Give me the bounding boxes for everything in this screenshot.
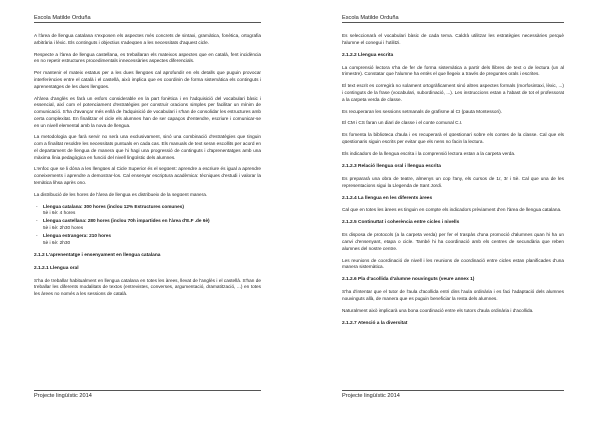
dash-bullet: - [36,233,38,239]
paragraph: El CM i CS faran un diari de classe i el conte comunal C.I. [342,120,463,126]
footer-rule [342,390,564,391]
paragraph: Les reunions de coordinació de nivell i les reunions de coordinació entre cicles estan planificades d'una manera sistemàtica. [342,257,564,270]
hours-list [34,204,261,247]
subsection-heading: 2.1.2.4 La llengua en les diferents àrees [342,195,433,201]
subsection-heading: 2.1.2.6 Pla d'acollida d'alumne nouvinguts (veure annex 1) [342,277,475,283]
paragraph: S'ha de treballar habitualment en llengua catalana en totes les àrees, llevat de l'anglès i el castellà. S'han de treballar les diferents modalitats de textos (entrevistes, converses, argumentació, dramatització, ...) en totes les àrees no només a les sessions de català. [34,277,261,297]
page-footer: Projecte lingüístic 2014 [34,393,92,399]
list-item-sub: 5è i 6è: 2h30 [43,239,71,245]
page-footer: Projecte lingüístic 2014 [342,393,400,399]
paragraph: Es prepararà una obra de teatre, almenys un cop l'any, els cursos de 1r, 3r i 5è. Cal que una de les representacions sigui la Llegenda de Sant Jordi. [342,175,564,188]
header-rule [342,22,564,23]
list-item-sub: 5è i 6è: 2h30 hores [43,225,84,231]
paragraph: L'enfoc que se li dóna a les llengües al Cicle Superior és el següent: aprendre a escriure és igual a aprendre coneixements i aprendre a demostrar-los. Cal ensenyar escriptura acadèmica: tècniques d'estudi i valorar la temàtica lihsa après ono. [34,166,261,185]
paragraph: Respecte a l'àrea de llengua castellana, es treballaran els mateixos aspectes que en català, fent incidència en no repetir estructures procedimentals innecessàries aspectes diferencials. [34,51,261,64]
list-item-label: Llengua catalana: 300 hores (inclou 12% Estructures comunes) [43,203,184,209]
subsection-heading: 2.1.2.2 Llengua escrita [342,52,394,58]
paragraph: La comprensió lectora s'ha de fer de forma sistemàtica a partir dels llibres de text o de lectura (un al trimestre). Constatar que l'alumne ha entès el que llegeix a través de preguntes orals i escrites. [342,64,564,77]
list-item-label: Llengua castellana: 280 hores (inclou 70h impartides en l'àrea d'E.F .de 6è) [43,218,210,224]
paragraph: Es fomenta la biblioteca d'aula i es recuperarà el qüestionari sobre els contes de la classe. Cal que els qüestionaris siguin escrits per evitar que els nens no facin la lectura. [342,132,564,145]
list-item [36,203,261,218]
paragraph: Es disposa de protocols (a la carpeta verda) per fer el traspàs d'una promoció d'alumnes quan hi ha un canvi d'ensenyant, etapa o cicle. També hi ha coordinació amb els centres de secundària que reben alumnes del nostre centre. [342,232,564,251]
list-item-sub: 5è i 6è: 4 hores [43,210,76,216]
dash-bullet: - [36,203,38,209]
paragraph: Al'àrea d'anglès es farà un esfors considerable en la part fonètica i en l'adquisició del vocabulari bàsic i essencial, així com el potenciament d'estratègies per construir oracions simples per facilitar un mínim de comunicació. S'ha d'avançar més enllà de l'adquisició de vocabulari i s'han de consolidar les estructures amb certa complexitat. En finalitzar el cicle els alumnes han de ser capaços d'entendre, escriure i comunicar-se en un nivell elemental amb la nova de llengua. [34,95,261,128]
paragraph: El text escrit es corregirà no solament ortogràficament sinó altres aspectes formals (morfosintaxi, lèxic, ...) i continguts de la frase (vocabulari, subordinació, ...). Les instruccions estan a l'abast de tot el professorat a la carpeta verda de classe. [342,83,564,102]
paragraph: La distribució de les hores de l'àrea de llengua es distribueix de la següent manera. [34,191,208,197]
subsection-heading: 2.1.2.1 Llengua oral [34,265,79,271]
right-page [300,0,600,424]
paragraph: Per mantenir el mateix estatus per a les dues llengües cal aprofundir en els detalls que puguin provocar interferències entre el català i el castellà, això implica que es coordinin de forma sistemàtica els continguts i aprenentatges de les dues llengües. [34,70,261,89]
paragraph: Naturalment això implicarà una bona coordinació entre els tutors d'aula ordinària i d'acollida. [342,307,534,313]
page-body [34,33,261,303]
paragraph: Es recuperaran les sessions setmanals de grafisme al CI (pauta Montessori). [342,108,502,114]
paragraph: A l'àrea de llengua catalana s'exposen els aspectes més concrets de sintaxi, gramàtica, fonètica, ortografia arbitrària i lèxic. Els continguts i objectius s'adeqüen a les necessitats d'aquest cicle. [34,33,261,45]
paragraph: Es seleccionarà el vocabulari bàsic de cada tema. Caldrà utilitzar les estratègies necessàries perquè l'alumne el conegui i l'utilitzi. [342,33,564,45]
section-heading: 2.1.2 L'aprenentatge i ensenyament en llengua catalana [34,252,161,258]
paragraph: Els indicadors de la llengua escrita i la comprensió lectora estan a la carpeta verda. [342,150,516,156]
subsection-heading: 2.1.2.3 Relació llengua oral i llengua escrita [342,163,441,169]
subsection-heading: 2.1.2.5 Continuïtat i coherència entre cicles i nivells [342,220,460,226]
page-header: Escola Matilde Orduña [342,15,399,21]
footer-rule [34,390,261,391]
page-header: Escola Matilde Orduña [34,15,91,21]
page-body [342,33,564,333]
header-rule [34,22,261,23]
list-item-label: Llengua estrangera: 210 hores [43,233,111,239]
dash-bullet: - [36,218,38,224]
paragraph: La metodologia que farà servir no serà una exclusivament, sinó una combinació d'estratègies que tinguin com a finalitat resoldre les necessitats puntuals en cada cas. Els manuals de text seran escollits per acord en el departament de llengua de manera que hi hagi una progressió de continguts i d'aprenentatges amb una màxima línia pedagògica en funció del nivell lingüístic dels alumnes. [34,134,261,160]
subsection-heading: 2.1.2.7 Atenció a la diversitat [342,320,408,326]
list-item [36,233,261,247]
list-item [36,218,261,232]
paragraph: S'ha d'intentar que el tutor de l'aula d'acollida entri dins l'aula ordinària i es faci l'adaptació dels alumnes nouvinguts allà, de manera que es puguin beneficiar la resta dels alumnes. [342,289,564,302]
paragraph: Cal que en totes les àrees es tinguin en compte els indicadors prèviament d'en l'àrea de llengua catalana. [342,207,562,213]
